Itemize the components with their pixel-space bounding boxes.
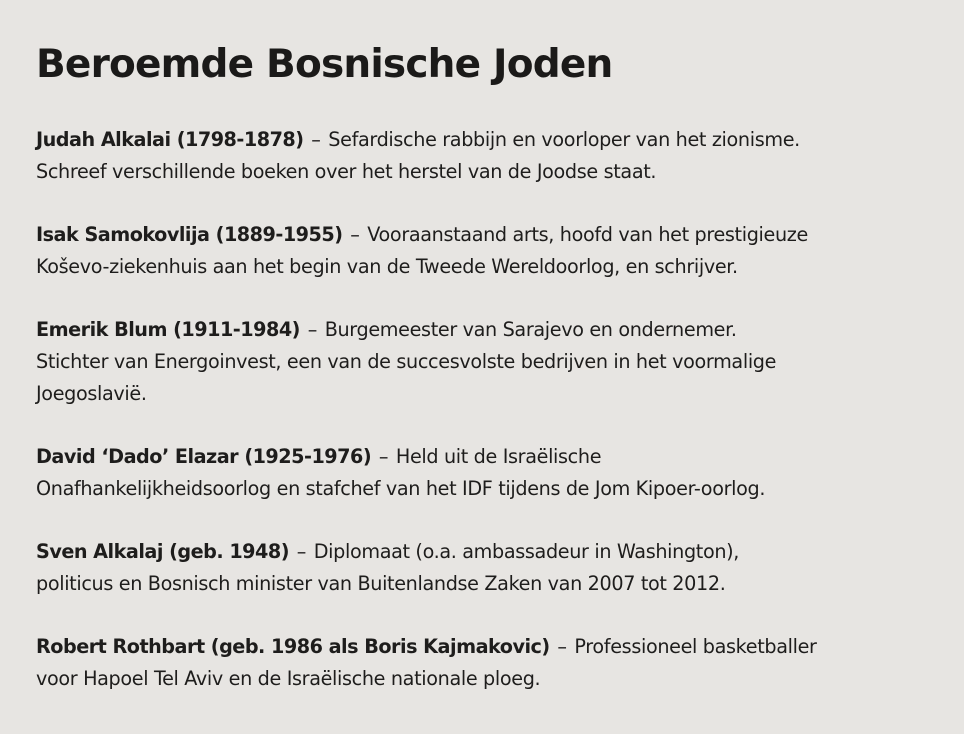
entry-sven-alkalaj <box>36 536 936 600</box>
entry-description-line: Vooraanstaand arts, hoofd van het prestigieuze <box>367 223 808 246</box>
em-dash: – <box>311 128 321 151</box>
entry-description-line: Held uit de Israëlische <box>395 445 602 468</box>
entry-name: Emerik Blum (1911-1984) <box>36 318 300 341</box>
em-dash: – <box>378 445 389 468</box>
em-dash: – <box>296 540 306 563</box>
entry-isak-samokovlija <box>36 219 936 283</box>
entry-description-line: Koševo-ziekenhuis aan het begin van de Tweede Wereldoorlog, en schrijver. <box>36 255 738 278</box>
entry-name: David ‘Dado’ Elazar (1925-1976) <box>36 445 372 468</box>
entry-david-elazar <box>36 441 936 505</box>
em-dash: – <box>350 223 360 246</box>
page-title: Beroemde Bosnische Joden <box>36 42 613 87</box>
entry-description-line: voor Hapoel Tel Aviv en de Israëlische nationale ploeg. <box>36 667 541 690</box>
entry-name: Robert Rothbart (geb. 1986 als Boris Kajmakovic) <box>36 635 550 658</box>
entry-description-line: Stichter van Energoinvest, een van de succesvolste bedrijven in het voormalige <box>36 350 777 373</box>
em-dash: – <box>557 635 567 658</box>
entry-name: Isak Samokovlija (1889-1955) <box>36 223 343 246</box>
entry-description-line: Schreef verschillende boeken over het herstel van de Joodse staat. <box>36 160 657 183</box>
entry-name: Sven Alkalaj (geb. 1948) <box>36 540 289 563</box>
entry-description-line: Sefardische rabbijn en voorloper van het zionisme. <box>328 128 800 151</box>
entry-description-line: Onafhankelijkheidsoorlog en stafchef van het IDF tijdens de Jom Kipoer-oorlog. <box>36 477 766 500</box>
entry-description-line: Professioneel basketballer <box>574 635 817 658</box>
entry-emerik-blum <box>36 314 936 410</box>
entry-name: Judah Alkalai (1798-1878) <box>36 128 304 151</box>
entry-description-line: Joegoslavië. <box>36 382 147 405</box>
em-dash: – <box>307 318 317 341</box>
entry-judah-alkalai <box>36 124 936 188</box>
entry-description-line: Diplomaat (o.a. ambassadeur in Washington), <box>313 540 740 563</box>
entry-robert-rothbart <box>36 631 936 695</box>
entry-description-line: Burgemeester van Sarajevo en ondernemer. <box>324 318 737 341</box>
entry-description-line: politicus en Bosnisch minister van Buitenlandse Zaken van 2007 tot 2012. <box>36 572 726 595</box>
